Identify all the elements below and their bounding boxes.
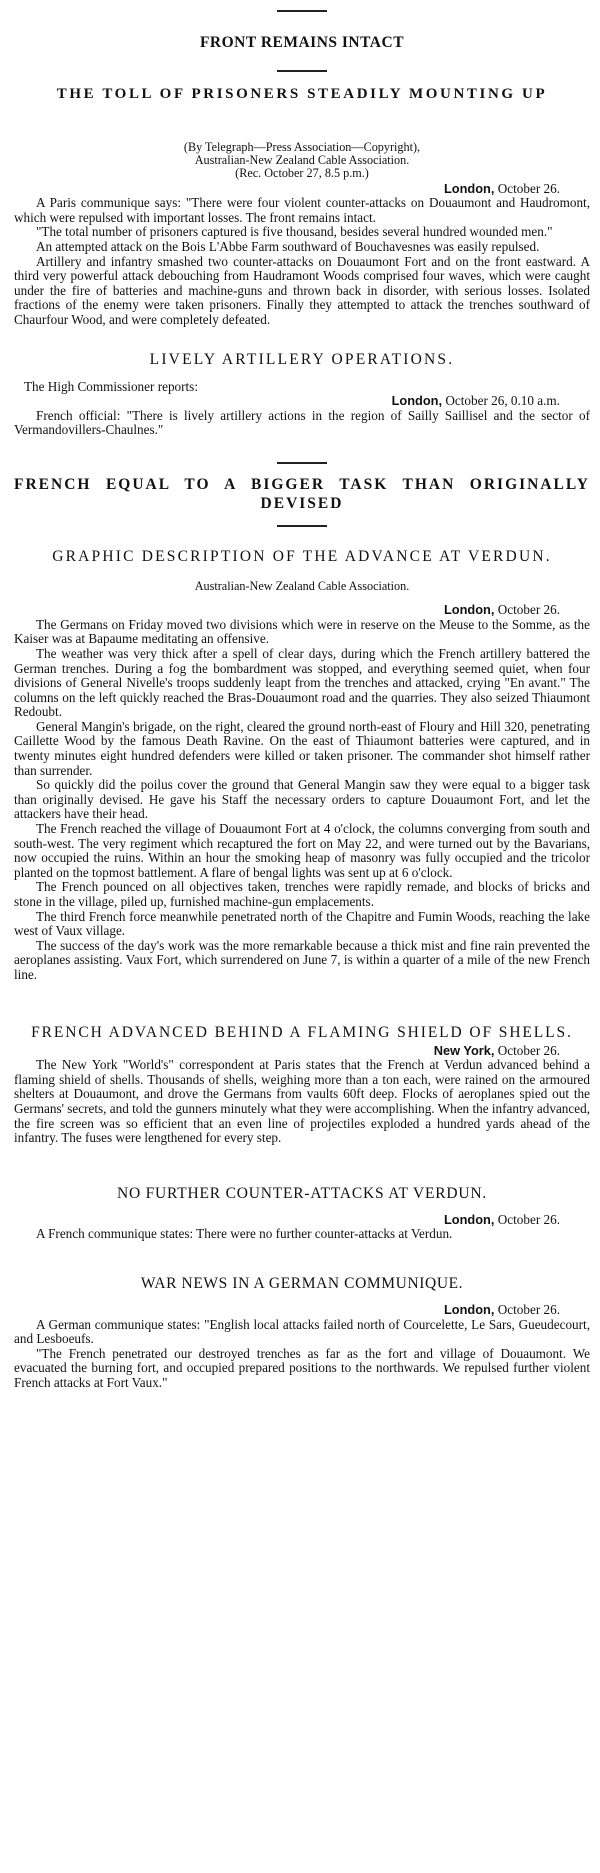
article3-paragraph: The French reached the village of Douaumont Fort at 4 o'clock, the columns converging from south and south-west. The very regiment which recaptured the fort on May 22, and were turned out by the Bavarians, now occupied the ruins. Within an hour the smoking heap of masonry was fully occupied and the tricolor planted on the topmost battlement. A flare of bengal lights was sent up at 6 o'clock. <box>14 821 590 880</box>
dateline-place: London, <box>443 180 495 196</box>
dateline-date: October 26. <box>494 1301 560 1317</box>
dateline-6 <box>14 1303 590 1318</box>
article2-intro: The High Commissioner reports: <box>24 378 198 394</box>
article3-paragraph: The Germans on Friday moved two divisions which were in reserve on the Meuse to the Somme, as the Kaiser was at Bapaume meditating an offensive. <box>14 616 590 647</box>
article1-paragraph: An attempted attack on the Bois L'Abbe Farm southward of Bouchavesnes was easily repulsed. <box>36 238 540 254</box>
article1-paragraph: A Paris communique says: "There were four violent counter-attacks on Douaumont and Haudromont, which were repulsed with important losses. The front remains intact. <box>14 195 590 225</box>
subheadline-prisoners: THE TOLL OF PRISONERS STEADILY MOUNTING UP <box>56 86 548 102</box>
article3-paragraph: So quickly did the poilus cover the ground that General Mangin saw they were equal to a bigger task than originally devised. He gave his Staff the necessary orders to capture Douaumont Fort, and let the attackers have their head. <box>14 777 590 822</box>
headline-front-remains-intact: FRONT REMAINS INTACT <box>199 34 405 51</box>
article3-paragraph: The third French force meanwhile penetrated north of the Chapitre and Fumin Woods, reaching the lake west of Vaux village. <box>14 908 590 939</box>
credit-line-3: (Rec. October 27, 8.5 p.m.) <box>235 166 369 181</box>
article3-paragraph: The success of the day's work was the more remarkable because a thick mist and fine rain prevented the aeroplanes assisting. Vaux Fort, which surrendered on June 7, is within a quarter of a mile of the new French line. <box>14 937 590 982</box>
headline-no-further-counter-attacks: NO FURTHER COUNTER-ATTACKS AT VERDUN. <box>116 1184 488 1202</box>
dateline-date: October 26. <box>494 1211 560 1227</box>
dateline-date: October 26. <box>494 1042 560 1058</box>
dateline-place: London, <box>443 1301 495 1317</box>
credit-line-1: (By Telegraph—Press Association—Copyright), <box>183 140 421 154</box>
article6-paragraph: "The French penetrated our destroyed trenches as far as the fort and village of Douaumont. We evacuated the burning fort, and occupied prepared positions to the northwards. We repulsed further violent French attacks at Fort Vaux." <box>14 1345 590 1390</box>
article1-paragraph: Artillery and infantry smashed two counter-attacks on Douaumont Fort and on the front eastward. A third very powerful attack debouching from Haudramont Woods comprised four waves, which were caught under the fire of batteries and machine-guns and thrown back in disorder, with serious losses. Isolated fractions of the enemy were taken prisoners. Finally they attempted to attack the trenches southward of Chaurfour Wood, and were completely defeated. <box>14 253 590 327</box>
credit-line-2: Australian-New Zealand Cable Association. <box>194 153 410 168</box>
article2-paragraph: French official: "There is lively artillery actions in the region of Sailly Saillisel and the sector of Vermandovillers-Chaulnes." <box>14 407 590 438</box>
headline-french-equal: FRENCH EQUAL TO A BIGGER TASK THAN ORIGINALLY DEVISED <box>14 475 590 512</box>
credit-line: Australian-New Zealand Cable Association. <box>194 578 410 593</box>
article5-paragraph: A French communique states: There were no further counter-attacks at Verdun. <box>36 1226 453 1242</box>
headline-flaming-shield: FRENCH ADVANCED BEHIND A FLAMING SHIELD OF SHELLS. <box>31 1023 573 1041</box>
article1-paragraph: "The total number of prisoners captured is five thousand, besides several hundred wounded men." <box>36 224 553 240</box>
dateline-place: New York, <box>433 1042 495 1058</box>
dateline-5 <box>14 1213 590 1228</box>
section-rule <box>277 462 327 464</box>
dateline-place: London, <box>391 393 443 409</box>
article4-paragraph: The New York "World's" correspondent at Paris states that the French at Verdun advanced behind a flaming shield of shells. Thousands of shells, weighing more than a ton each, were rained on the armoured shelters at Douaumont, and drove the Germans from vaults 60ft deep. Flocks of aeroplanes spied out the Germans' secrets, and told the gunners minutely what they were accomplishing. When the infantry advanced, the fire screen was so efficient that an even line of projectiles exploded a hundred yards ahead of the infantry. The fuses were lengthened for every step. <box>14 1057 590 1146</box>
article6-paragraph: A German communique states: "English local attacks failed north of Courcelette, Le Sars, Gueudecourt, and Lesboeufs. <box>14 1316 590 1347</box>
dateline-1 <box>14 182 590 197</box>
dateline-date: October 26, 0.10 a.m. <box>442 393 560 409</box>
article3-paragraph: The weather was very thick after a spell of clear days, during which the French artillery battered the German trenches. During a fog the bombardment was stopped, and everything seemed quiet, when four divisions of General Nivelle's troops suddenly leapt from the trenches and attacked, crying "En avant." The columns on the left quickly reached the Bras-Douaumont road and the quarries. They also seized Thiaumont Redoubt. <box>14 645 590 720</box>
dateline-date: October 26. <box>494 180 560 196</box>
article3-paragraph: The French pounced on all objectives taken, trenches were rapidly remade, and blocks of bricks and stone in the village, piled up, furnished machine-gun emplacements. <box>14 879 590 909</box>
dateline-place: London, <box>443 602 495 618</box>
dateline-date: October 26. <box>494 602 560 618</box>
dateline-4 <box>14 1044 590 1059</box>
dateline-2 <box>14 394 590 409</box>
top-rule <box>277 10 327 12</box>
dateline-place: London, <box>443 1211 495 1227</box>
article3-paragraph: General Mangin's brigade, on the right, cleared the ground north-east of Floury and Hill 320, penetrating Caillette Wood by the famous Death Ravine. On the east of Thiaumont batteries were captured, and in twenty minutes eight hundred defenders were killed or taken prisoner. The commander shot himself rather than surrender. <box>14 718 590 778</box>
headline-war-news-german: WAR NEWS IN A GERMAN COMMUNIQUE. <box>140 1274 464 1292</box>
subheadline-graphic-description: GRAPHIC DESCRIPTION OF THE ADVANCE AT VERDUN. <box>52 547 552 565</box>
section-rule <box>277 525 327 527</box>
rule-under-headline <box>277 70 327 72</box>
dateline-3 <box>14 603 590 618</box>
headline-lively-artillery: LIVELY ARTILLERY OPERATIONS. <box>149 350 455 368</box>
